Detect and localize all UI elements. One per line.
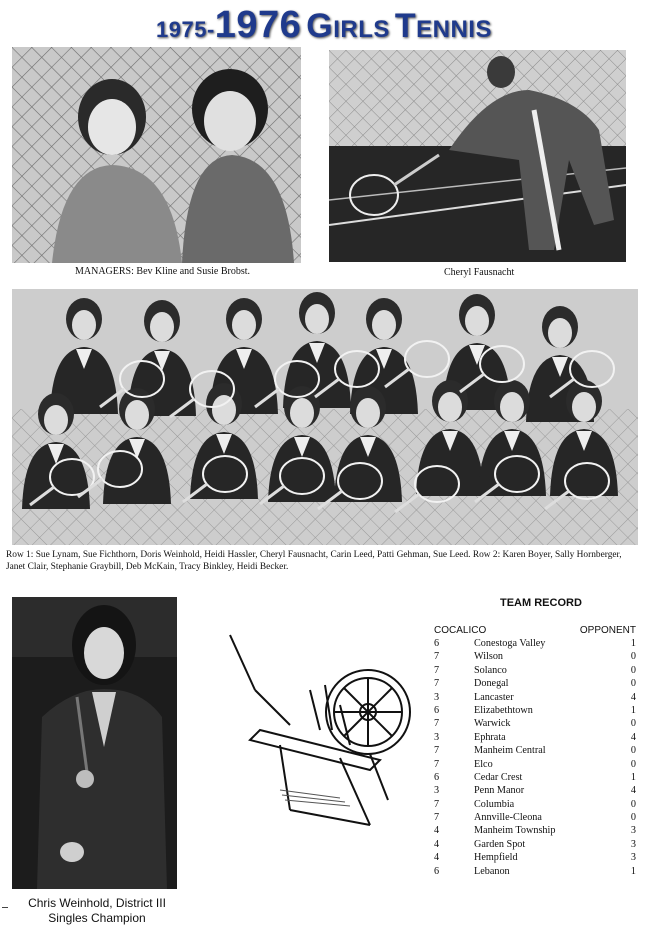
opponent-score: 1 [630, 638, 636, 649]
table-row [430, 744, 640, 757]
opponent-score: 0 [630, 651, 636, 663]
opponent-score: 4 [630, 691, 636, 703]
table-row [430, 838, 640, 851]
table-row [430, 758, 640, 771]
cocalico-score: 7 [434, 745, 440, 757]
cocalico-score: 6 [434, 865, 440, 877]
opponent-name: Warwick [474, 718, 511, 730]
table-row [430, 865, 640, 878]
opponent-name: Donegal [474, 678, 509, 690]
opponent-score: 3 [630, 825, 636, 837]
table-row [430, 677, 640, 690]
table-row [430, 664, 640, 677]
opponent-name: Cedar Crest [474, 771, 523, 783]
margin-mark [2, 907, 8, 908]
managers-caption: MANAGERS: Bev Kline and Susie Brobst. [75, 266, 250, 277]
opponent-score: 1 [630, 771, 636, 783]
opponent-score: 0 [630, 664, 636, 676]
table-row [430, 784, 640, 797]
opponent-name: Manheim Township [474, 825, 556, 837]
cheryl-photo [329, 50, 626, 262]
opponent-name: Penn Manor [474, 785, 525, 797]
title-year-start: 1975- [156, 17, 215, 42]
table-row [430, 637, 640, 650]
spinning-wheel-illustration [220, 630, 420, 835]
cocalico-score: 7 [434, 812, 440, 824]
team-record-heading: TEAM RECORD [500, 597, 582, 609]
cocalico-score: 4 [434, 838, 440, 850]
cocalico-score: 6 [434, 638, 440, 649]
cocalico-score: 7 [434, 678, 440, 690]
table-row [430, 704, 640, 717]
cocalico-score: 7 [434, 718, 440, 730]
opponent-score: 1 [630, 704, 636, 716]
opponent-name: Hempfield [474, 852, 518, 864]
table-row [430, 717, 640, 730]
opponent-name: Elizabethtown [474, 704, 533, 716]
cocalico-score: 4 [434, 852, 440, 864]
opponent-name: Annville-Cleona [474, 812, 542, 824]
cheryl-caption: Cheryl Fausnacht [444, 267, 515, 278]
chris-photo [12, 597, 177, 889]
cocalico-score: 3 [434, 785, 440, 797]
opponent-name: Wilson [474, 651, 504, 663]
table-row [430, 798, 640, 811]
opponent-score: 0 [630, 812, 636, 824]
column-header-cocalico: COCALICO [434, 625, 487, 636]
table-row [430, 771, 640, 784]
table-row [430, 650, 640, 663]
cocalico-score: 3 [434, 731, 440, 743]
opponent-score: 1 [630, 865, 636, 877]
opponent-score: 3 [630, 838, 636, 850]
table-row [430, 691, 640, 704]
column-header-opponent: OPPONENT [579, 625, 636, 636]
cocalico-score: 3 [434, 691, 440, 703]
cocalico-score: 6 [434, 704, 440, 716]
table-row [430, 811, 640, 824]
opponent-name: Elco [474, 758, 493, 770]
title-word-girls: Girls [306, 7, 390, 45]
title-word-tennis: Tennis [394, 7, 492, 45]
title-year-end: 1976 [214, 4, 302, 46]
chris-caption: Chris Weinhold, District III Singles Champion [28, 896, 166, 925]
cocalico-score: 7 [434, 651, 440, 663]
managers-photo [12, 47, 301, 263]
team-photo [12, 289, 638, 545]
opponent-name: Lebanon [474, 865, 510, 877]
opponent-name: Manheim Central [474, 745, 546, 757]
page-title [0, 4, 648, 47]
opponent-name: Lancaster [474, 691, 514, 703]
opponent-score: 4 [630, 785, 636, 797]
opponent-score: 0 [630, 745, 636, 757]
table-row [430, 851, 640, 864]
opponent-name: Conestoga Valley [474, 638, 546, 649]
opponent-name: Solanco [474, 664, 507, 676]
opponent-name: Columbia [474, 798, 515, 810]
opponent-score: 3 [630, 852, 636, 864]
table-row [430, 824, 640, 837]
opponent-score: 4 [630, 731, 636, 743]
team-caption: Row 1: Sue Lynam, Sue Fichthorn, Doris Weinhold, Heidi Hassler, Cheryl Fausnacht, Carin Leed, Patti Gehman, Sue Leed. Row 2: Karen Boyer, Sally Hornberger, Janet Clair, Stephanie Graybill, Deb McKain, Tracy Binkley, Heidi Becker. [6, 550, 622, 572]
opponent-score: 0 [630, 718, 636, 730]
opponent-score: 0 [630, 798, 636, 810]
opponent-score: 0 [630, 758, 636, 770]
cocalico-score: 4 [434, 825, 440, 837]
opponent-name: Ephrata [474, 731, 506, 743]
cocalico-score: 7 [434, 664, 440, 676]
opponent-name: Garden Spot [474, 838, 526, 850]
cocalico-score: 7 [434, 798, 440, 810]
cocalico-score: 7 [434, 758, 440, 770]
cocalico-score: 6 [434, 771, 440, 783]
table-row [430, 731, 640, 744]
record-rows [430, 637, 640, 878]
opponent-score: 0 [630, 678, 636, 690]
